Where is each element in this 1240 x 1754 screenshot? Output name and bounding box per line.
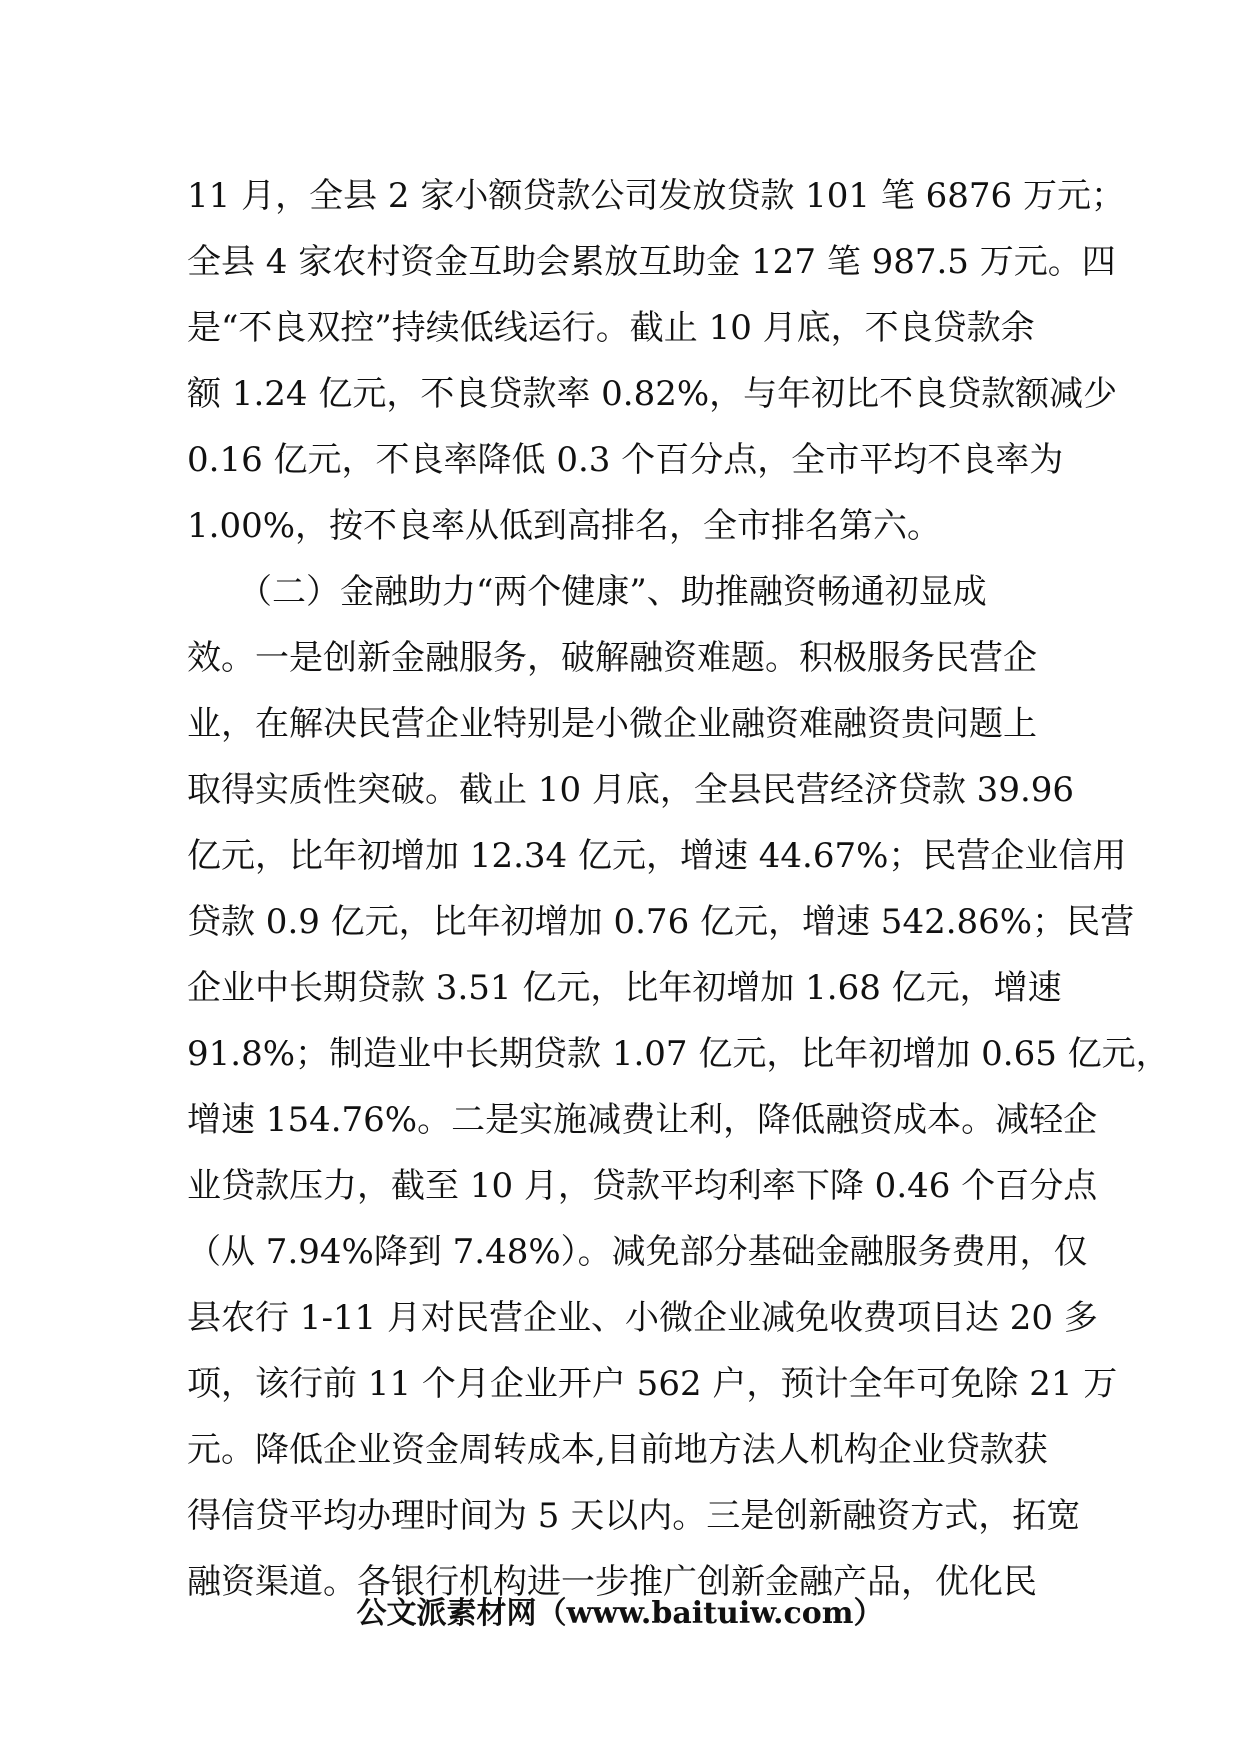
text-line: 额 1.24 亿元，不良贷款率 0.82%，与年初比不良贷款额减少: [187, 374, 1118, 414]
text-line: 企业中长期贷款 3.51 亿元，比年初增加 1.68 亿元，增速: [187, 968, 1062, 1008]
text-line: 项，该行前 11 个月企业开户 562 户，预计全年可免除 21 万: [187, 1364, 1118, 1404]
text-line: 业，在解决民营企业特别是小微企业融资难融资贵问题上: [187, 704, 1037, 744]
text-line: 融资渠道。各银行机构进一步推广创新金融产品，优化民: [187, 1562, 1037, 1602]
text-line: 是“不良双控”持续低线运行。截止 10 月底，不良贷款余: [187, 308, 1035, 348]
footer-watermark: 公文派素材网（www.baituiw.com）: [356, 1596, 884, 1631]
text-line: 0.16 亿元，不良率降低 0.3 个百分点，全市平均不良率为: [187, 440, 1064, 480]
text-line: 贷款 0.9 亿元，比年初增加 0.76 亿元，增速 542.86%；民营: [187, 902, 1135, 942]
text-line: 全县 4 家农村资金互助会累放互助金 127 笔 987.5 万元。四: [187, 242, 1116, 282]
text-line: 元。降低企业资金周转成本,目前地方法人机构企业贷款获: [187, 1430, 1048, 1470]
text-line: （从 7.94%降到 7.48%）。减免部分基础金融服务费用，仅: [187, 1232, 1088, 1272]
text-line: 业贷款压力，截至 10 月，贷款平均利率下降 0.46 个百分点: [187, 1166, 1098, 1206]
text-line: 增速 154.76%。二是实施减费让利，降低融资成本。减轻企: [187, 1100, 1098, 1140]
text-line: 县农行 1-11 月对民营企业、小微企业减免收费项目达 20 多: [187, 1298, 1098, 1338]
text-line: 亿元，比年初增加 12.34 亿元，增速 44.67%；民营企业信用: [187, 836, 1127, 876]
text-line: 11 月，全县 2 家小额贷款公司发放贷款 101 笔 6876 万元；: [187, 176, 1125, 216]
text-line: 效。一是创新金融服务，破解融资难题。积极服务民营企: [187, 638, 1037, 678]
text-line: 1.00%，按不良率从低到高排名，全市排名第六。: [187, 506, 942, 546]
text-line: 得信贷平均办理时间为 5 天以内。三是创新融资方式，拓宽: [187, 1496, 1081, 1536]
text-line: 91.8%；制造业中长期贷款 1.07 亿元，比年初增加 0.65 亿元，: [187, 1034, 1170, 1074]
text-line: 取得实质性突破。截止 10 月底，全县民营经济贷款 39.96: [187, 770, 1075, 810]
body-text: [187, 163, 1170, 1615]
section-heading-line: （二）金融助力“两个健康”、助推融资畅通初显成: [187, 572, 987, 612]
